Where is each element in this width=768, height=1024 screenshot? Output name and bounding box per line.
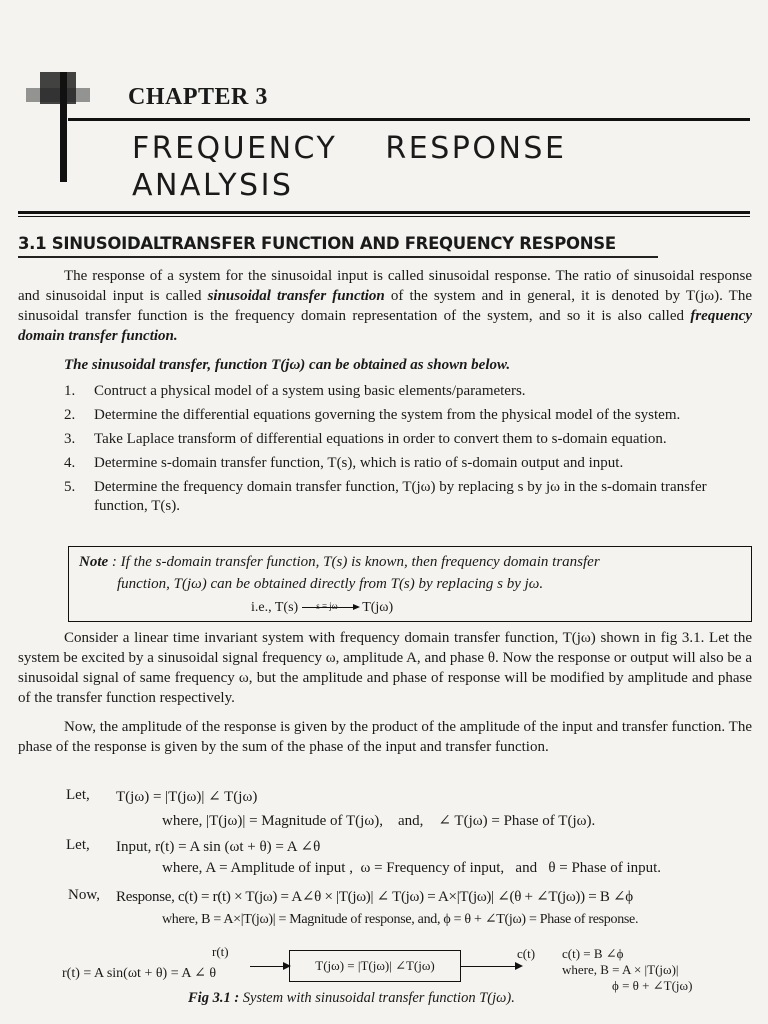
- steps-list: [64, 382, 754, 521]
- list-item: 5. Determine the frequency domain transfer function, T(jω) by replacing s by jω in the s-domain transfer function, T(s).: [64, 479, 707, 514]
- eq-let1: T(jω) = |T(jω)| ∠ T(jω): [116, 789, 258, 805]
- chapter-number: CHAPTER 3: [128, 84, 268, 110]
- eq-let2: Input, r(t) = A sin (ωt + θ) = A ∠θ: [116, 839, 321, 855]
- list-item: 4. Determine s-domain transfer function, T(s), which is ratio of s-domain output and input.: [64, 455, 624, 471]
- paragraph-3: Now, the amplitude of the response is given by the product of the amplitude of the input and transfer function. The phase of the response is given by the sum of the phase of the input and transfer function.: [18, 719, 752, 755]
- figure-caption-prefix: Fig 3.1 :: [188, 990, 240, 1006]
- note-ie: i.e., T(s): [251, 600, 299, 615]
- eq-now-label: Now,: [68, 887, 100, 903]
- fig-transfer-block: T(jω) = |T(jω)| ∠T(jω): [289, 950, 461, 982]
- intro-text-1: The response of a system for the sinusoidal input is called sinusoidal response. The ratio of sinusoidal response and sinusoidal input is called: [18, 268, 752, 304]
- arrow-right-icon: [515, 962, 523, 970]
- chapter-corner-block: [40, 72, 76, 104]
- fig-output-label: c(t): [517, 946, 536, 961]
- chapter-title-line1: FREQUENCY RESPONSE: [132, 131, 567, 166]
- list-item: 1. Contruct a physical model of a system using basic elements/parameters.: [64, 383, 526, 399]
- note-arrow-label: s = jω: [316, 601, 338, 612]
- note-line1: If the s-domain transfer function, T(s) is known, then frequency domain transfer: [120, 554, 600, 570]
- list-item: 2. Determine the differential equations governing the system from the physical model of the system.: [64, 407, 681, 423]
- fig-output-eq3: ϕ = θ + ∠T(jω): [612, 978, 693, 993]
- chapter-title-line2: ANALYSIS: [132, 168, 294, 203]
- term-sinusoidal-transfer-function: sinusoidal transfer function: [207, 288, 385, 304]
- title-rule-thin: [18, 216, 750, 217]
- paragraph-2: Consider a linear time invariant system with frequency domain transfer function, T(jω) shown in fig 3.1. Let the system be excited by a sinusoidal signal frequency ω, amplitude A, and phase θ. Now the response or output will also be a sinusoidal signal of same frequency ω, but the amplitude and phase of response will be modified by amplitude and phase of the transfer function respectively.: [18, 630, 752, 706]
- fig-input-equation: r(t) = A sin(ωt + θ) = A ∠ θ: [62, 966, 217, 981]
- fig-output-line: [461, 966, 521, 967]
- fig-output-eq2: where, B = A × |T(jω)|: [562, 962, 679, 977]
- note-box: Note : If the s-domain transfer function, T(s) is known, then frequency domain transfer function, T(jω) can be obtained directly from T(s) by replacing s by jω. i.e., T(s) s = jω T(jω): [68, 546, 752, 622]
- intro-text-2: of the system and in general, it is denoted by T(jω). The sinusoidal transfer function is the frequency domain representation of the system, and so it is also called: [18, 288, 753, 324]
- eq-where2: where, A = Amplitude of input , ω = Frequency of input, and θ = Phase of input.: [162, 860, 662, 876]
- chapter-rule: [68, 118, 750, 121]
- term-frequency-domain-transfer-function: frequency domain transfer function.: [18, 308, 752, 344]
- fig-output-eq1: c(t) = B ∠ϕ: [562, 946, 624, 961]
- eq-where1: where, |T(jω)| = Magnitude of T(jω), and, ∠ T(jω) = Phase of T(jω).: [162, 813, 596, 829]
- section-heading: 3.1 SINUSOIDALTRANSFER FUNCTION AND FREQUENCY RESPONSE: [18, 234, 616, 253]
- note-formula: [251, 597, 393, 619]
- intro-paragraph: [18, 266, 752, 346]
- chapter-vertical-bar: [60, 72, 67, 182]
- title-rule-thick: [18, 211, 750, 214]
- eq-let1-label: Let,: [66, 787, 90, 803]
- list-item: 3. Take Laplace transform of differential equations in order to convert them to s-domain equation.: [64, 431, 667, 447]
- eq-response: Response, c(t) = r(t) × T(jω) = A∠θ × |T(jω)| ∠ T(jω) = A×|T(jω)| ∠(θ + ∠T(jω)) = B ∠ϕ: [116, 889, 633, 905]
- arrow-right-icon: [302, 601, 358, 612]
- lead-line: The sinusoidal transfer, function T(jω) can be obtained as shown below.: [64, 357, 511, 373]
- note-line2: function, T(jω) can be obtained directly from T(s) by replacing s by jω.: [117, 576, 544, 592]
- eq-where3: where, B = A×|T(jω)| = Magnitude of response, and, ϕ = θ + ∠T(jω) = Phase of response.: [162, 912, 639, 927]
- figure-caption: [188, 990, 515, 1007]
- eq-let2-label: Let,: [66, 837, 90, 853]
- note-result: T(jω): [362, 600, 394, 615]
- section-underline: [18, 256, 658, 258]
- chapter-title: [132, 130, 566, 204]
- note-label: Note: [79, 554, 109, 570]
- fig-input-label: r(t): [212, 944, 229, 959]
- figure-caption-text: System with sinusoidal transfer function T(jω).: [239, 990, 515, 1006]
